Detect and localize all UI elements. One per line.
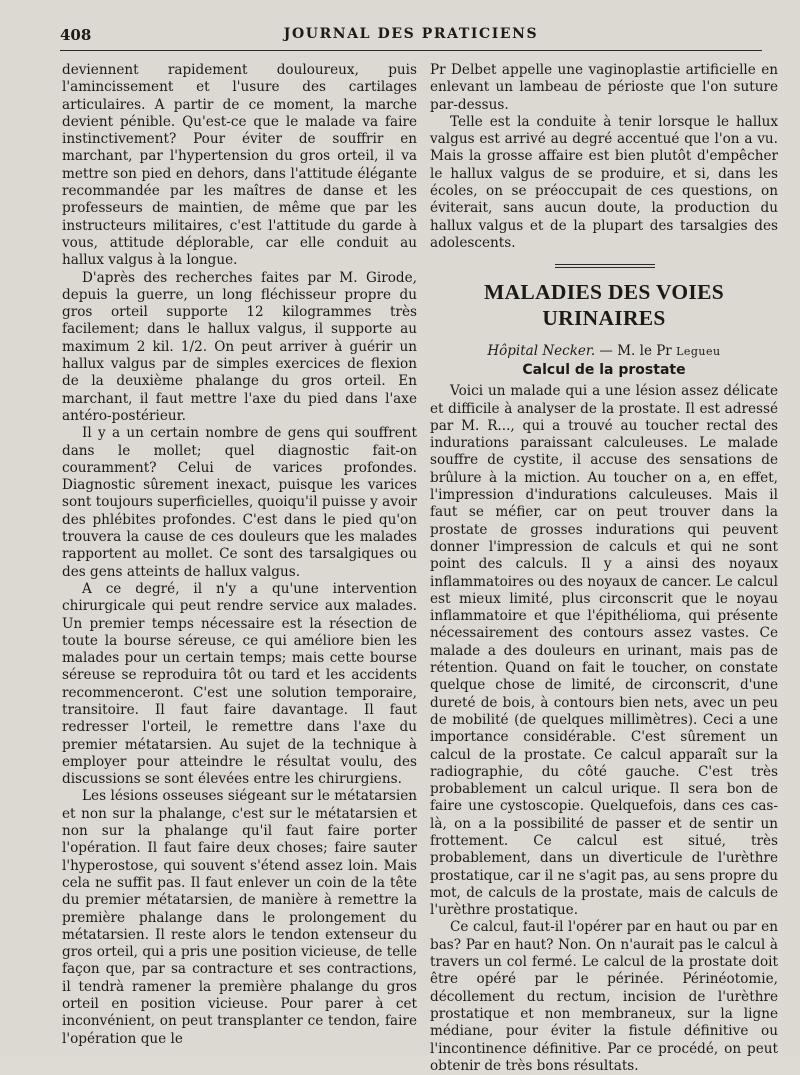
doctor-name: Legueu — [676, 345, 721, 359]
journal-title: JOURNAL DES PRATICIENS — [283, 26, 539, 42]
header-rule — [60, 50, 762, 51]
paragraph: Voici un malade qui a une lésion assez délicate et difficile à analyser de la prostate. Il est adressé par M. R..., qui a trouvé au toucher rectal des indurations paraissant calculeuses. Le malade souffre de cystite, il accuse des sensations de brûlure à la miction. Au toucher on a, en effet, l'impression d'indurations calculeuses. Mais il faut se méfier, car on peut trouver dans la prostate de grosses indurations qui peuvent donner l'impression de calculs et qui ne sont point des calculs. Il y a ainsi des noyaux inflammatoires ou des noyaux de cancer. Le calcul est mieux limité, plus circonscrit que le noyau inflammatoire et que l'épithélioma, qui présente nécessairement des contours assez vastes. Ce malade a des douleurs en urinant, mais pas de rétention. Quand on fait le toucher, on constate quelque chose de limité, de circonscrit, d'une dureté de bois, à contours bien nets, avec un peu de mobilité (de quelques millimètres). Ceci a une importance considérable. C'est sûrement un calcul de la prostate. Ce calcul apparaît sur la radiographie, du côté gauche. C'est très probablement un calcul urique. Il sera bon de faire une cystoscopie. Quelquefois, dans ces cas-là, on a la possibilité de passer et de sentir un frottement. Ce calcul est situé, très probablement, dans un diverticule de l'urèthre prostatique, car il ne s'agit pas, au sens propre du mot, de calculs de la prostate, mais de calculs de l'urèthre prostatique. — [430, 383, 778, 919]
paragraph: Telle est la conduite à tenir lorsque le hallux valgus est arrivé au degré accentué que l'on a vu. Mais la grosse affaire est bien plutôt d'empêcher le hallux valgus de se produire, et si, dans les écoles, on se préoccupait de ces questions, on éviterait, sans aucun doute, la production du hallux valgus et de la plupart des tarsalgies des adolescents. — [430, 113, 778, 251]
paragraph: A ce degré, il n'y a qu'une intervention chirurgicale qui peut rendre service aux malades. Un premier temps nécessaire est la résection de toute la bourse séreuse, ce qui améliore bien les malades pour un certain temps; mais cette bourse séreuse se reproduira tôt ou tard et les accidents recommenceront. C'est une solution temporaire, transitoire. Il faut faire davantage. Il faut redresser l'orteil, le remettre dans l'axe du premier métatarsien. Au sujet de la technique à employer pour atteindre le résultat voulu, des discussions se sont élevées entre les chirurgiens. — [62, 580, 417, 788]
paragraph: deviennent rapidement douloureux, puis l'amincissement et l'usure des cartilages articulaires. A partir de ce moment, la marche devient pénible. Qu'est-ce que le malade va faire instinctivement? Pour éviter de souffrir en marchant, par l'hypertension du gros orteil, il va mettre son pied en dehors, dans l'attitude élégante recommandée par les maîtres de danse et les professeurs de maintien, de même que par les instructeurs militaires, c'est l'attitude du garde à vous, attitude déplorable, car elle conduit au hallux valgus à la longue. — [62, 62, 417, 269]
section-title: MALADIES DES VOIES URINAIRES — [484, 280, 724, 331]
page-header — [60, 14, 762, 50]
paragraph: D'après des recherches faites par M. Girode, depuis la guerre, un long fléchisseur propre du gros orteil supporte 12 kilogrammes très facilement; dans le hallux valgus, il supporte au maximum 2 kil. 1/2. On peut arriver à guérir un hallux valgus par de simples exercices de flexion de la deuxième phalange du gros orteil. En marchant, il faut mettre l'axe du pied dans l'axe antéro-postérieur. — [62, 269, 417, 424]
section-separator — [430, 264, 778, 269]
left-column — [62, 62, 417, 1048]
hospital-line — [430, 343, 778, 360]
hospital-name: Hôpital Necker. — [487, 343, 596, 360]
article-title: Calcul de la prostate — [522, 362, 686, 379]
hospital-dash: — M. le Pr — [595, 343, 677, 360]
paragraph: Les lésions osseuses siégeant sur le métatarsien et non sur la phalange, c'est sur le métatarsien et non sur la phalange qu'il faut faire porter l'opération. Il faut faire deux choses; faire sauter l'hyperostose, qui souvent s'étend assez loin. Mais cela ne suffit pas. Il faut enlever un coin de la tête du premier métatarsien, de manière à remettre la première phalange dans le prolongement du métatarsien. Il reste alors le tendon extenseur du gros orteil, qui a pris une position vicieuse, de telle façon que, par sa contracture et ses contractions, il tendrà ramener la première phalange du gros orteil en position vicieuse. Pour parer à cet inconvénient, on peut transplanter ce tendon, faire l'opération que le — [62, 788, 417, 1047]
paragraph: Pr Delbet appelle une vaginoplastie artificielle en enlevant un lambeau de périoste que l'on suture par-dessus. — [430, 62, 778, 113]
right-column — [430, 62, 778, 1075]
page-number: 408 — [60, 26, 92, 44]
paragraph: Ce calcul, faut-il l'opérer par en haut ou par en bas? Par en haut? Non. On n'aurait pas le calcul à travers un col fermé. Le calcul de la prostate doit être opéré par le périnée. Périnéotomie, décollement du rectum, incision de l'urèthre prostatique et non membraneux, sur la ligne médiane, pour éviter la fistule définitive ou l'incontinence définitive. Par ce procédé, on peut obtenir de très bons résultats. — [430, 919, 778, 1074]
paragraph: Il y a un certain nombre de gens qui souffrent dans le mollet; quel diagnostic fait-on couramment? Celui de varices profondes. Diagnostic sûrement inexact, puisque les varices sont toujours superficielles, quoiqu'il puisse y avoir des phlébites profondes. C'est dans le pied qu'on trouvera la cause de ces douleurs que les malades rapportent au mollet. Ce sont des tarsalgiques ou des gens atteints de hallux valgus. — [62, 425, 417, 580]
